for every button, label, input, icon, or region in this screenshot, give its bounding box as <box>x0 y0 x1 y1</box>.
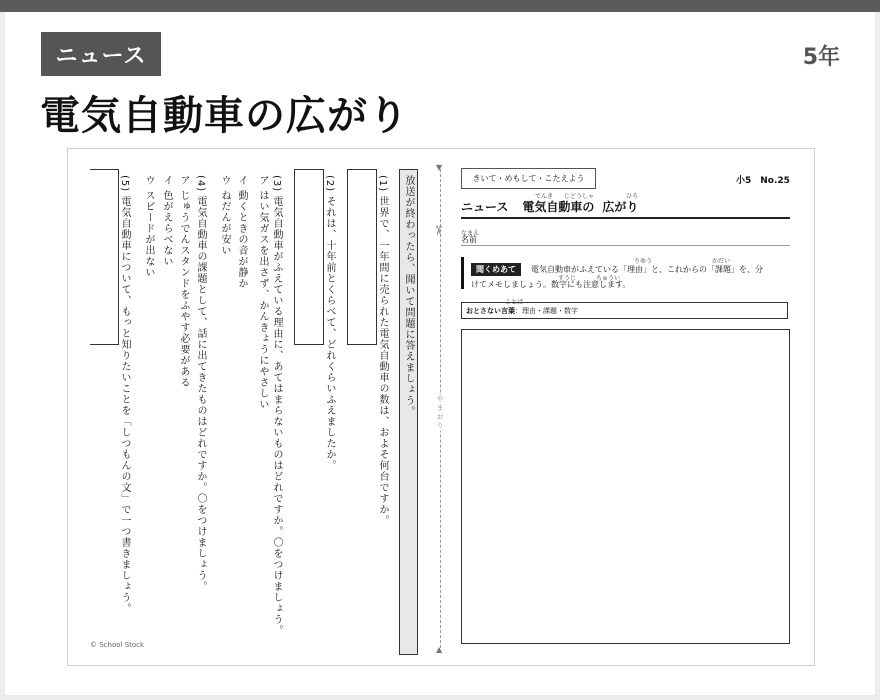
instruction-bar <box>461 257 464 289</box>
top-bar <box>0 0 880 12</box>
keywords-text: ：理由・課題・数字 <box>515 306 578 315</box>
question-1: (1) 世界で、一年間に売られた電気自動車の数は、およそ何台ですか。 <box>377 175 388 527</box>
category-badge: ニュース <box>41 32 161 76</box>
question-4-option-i: イ 色がえらべない <box>161 175 172 268</box>
ruby-riyuu: りゆう <box>634 258 653 265</box>
answer-box-1[interactable] <box>347 169 377 345</box>
ruby-namae: なまえ <box>461 230 480 237</box>
ruby-hiro: ひろ <box>626 193 639 200</box>
worksheet-title <box>461 198 638 215</box>
keywords-label: おとさない言葉 <box>466 306 515 315</box>
instruction-line-1: 電気自動車がふえている「理由」と、これからの「課題」を、分 <box>531 265 763 274</box>
title-end: 広がり <box>602 200 639 214</box>
name-line[interactable] <box>461 245 790 246</box>
ruby-denki: でんき <box>535 193 554 200</box>
question-3-option-a: ア はい気ガスを出さず、かんきょうにやさしい <box>257 175 268 411</box>
keywords-box <box>461 302 788 319</box>
question-5: (5) 電気自動車について、もっと知りたいことを「しつもんの文」で一つ書きましょう。 <box>119 175 130 615</box>
question-3: (3) 電気自動車がふえている理由に、あてはまらないものはどれですか。〇をつけましょう。 <box>271 175 282 637</box>
question-4-option-u: ウ スピードが出ない <box>143 175 154 279</box>
scissors-icon: ✂ <box>429 225 445 236</box>
fold-arrow-down-icon: ▲ <box>436 645 443 654</box>
instruction-line-2: けてメモしましょう。数字にも注意します。 <box>471 280 631 289</box>
question-2: (2) それは、十年前とくらべて、どれくらいふえましたか。 <box>324 175 335 472</box>
title-main <box>522 198 638 215</box>
title-main-text: 電気自動車の <box>522 200 595 214</box>
question-3-option-i: イ 動くときの音が静か <box>236 175 247 290</box>
intro-text: 放送が終わったら、聞いて問題に答えましょう。 <box>403 175 414 417</box>
grade-label: 5年 <box>802 45 840 70</box>
question-4-option-a: ア じゅうでんスタンドをふやす必要がある <box>178 175 189 389</box>
answer-box-2[interactable] <box>294 169 324 345</box>
title-prefix: ニュース <box>461 200 509 214</box>
activity-tag: きいて・めもして・こたえよう <box>461 168 596 189</box>
title-underline <box>461 217 790 219</box>
question-4: (4) 電気自動車の課題として、話に出てきたものはどれですか。〇をつけましょう。 <box>195 175 206 593</box>
fold-label: やまおり <box>436 395 444 431</box>
ruby-chuui: ちゅうい <box>596 275 621 282</box>
worksheet <box>67 148 815 666</box>
answer-box-5[interactable] <box>90 169 119 345</box>
page-title: 電気自動車の広がり <box>40 93 409 139</box>
sheet-number: 小5 No.25 <box>736 176 790 186</box>
ruby-jidousha: じどうしゃ <box>564 193 595 200</box>
ruby-kotoba: ことば <box>505 299 524 306</box>
copyright: © School Stock <box>90 641 145 649</box>
question-3-option-u: ウ ねだんが安い <box>219 175 230 257</box>
ruby-kadai: かだい <box>712 258 731 265</box>
ruby-suuji: すうじ <box>558 275 577 282</box>
fold-arrow-up-icon: ▼ <box>436 163 443 172</box>
name-label: 名前 <box>461 235 477 244</box>
memo-box[interactable] <box>461 329 790 644</box>
listen-goal-label: 聞くめあて <box>471 263 521 276</box>
